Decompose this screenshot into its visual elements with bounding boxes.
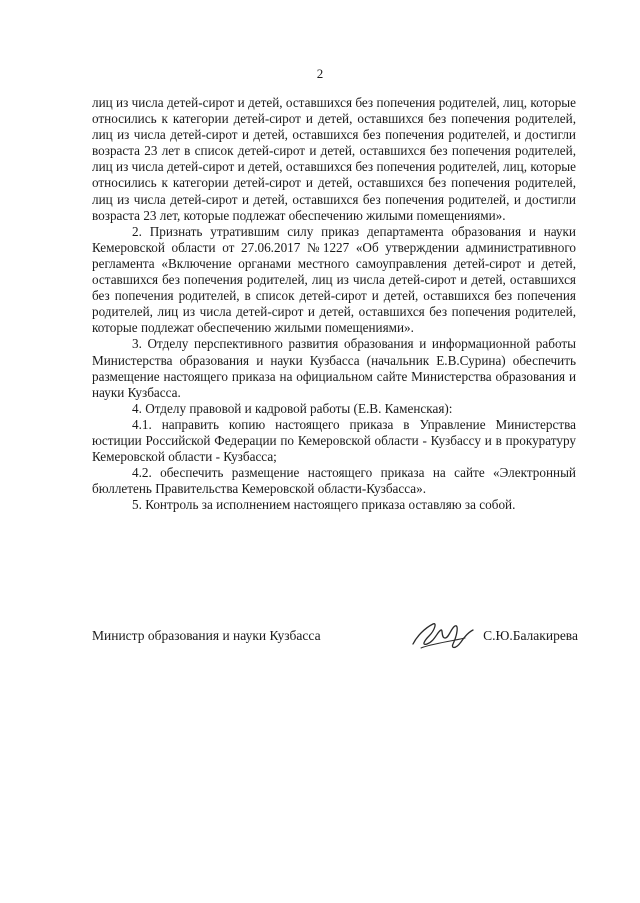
paragraph-item-4-1: 4.1. направить копию настоящего приказа в Управление Министерства юстиции Российской Федерации по Кемеровской области - Кузбассу и в прокуратуру Кемеровской области - Кузбасса; — [92, 416, 576, 465]
paragraph-item-2: 2. Признать утратившим силу приказ департамента образования и науки Кемеровской области от 27.06.2017 №1227 «Об утверждении административного регламента «Включение органами местного самоуправления детей-сирот и детей, оставшихся без попечения родителей, лиц из числа детей-сирот и детей, оставшихся без попечения родителей, в список детей-сирот и детей, оставшихся без попечения родителей, лиц из числа детей-сирот и детей, оставшихся без попечения родителей, которые подлежат обеспечению жилыми помещениями». — [92, 223, 576, 336]
signature-block — [92, 628, 578, 658]
paragraph-item-3: 3. Отделу перспективного развития образования и информационной работы Министерства образования и науки Кузбасса (начальник Е.В.Сурина) обеспечить размещение настоящего приказа на официальном сайте Министерства образования и науки Кузбасса. — [92, 336, 576, 400]
paragraph-item-5: 5. Контроль за исполнением настоящего приказа оставляю за собой. — [132, 497, 516, 513]
handwritten-signature-icon — [407, 614, 479, 656]
paragraph-item-4-2: 4.2. обеспечить размещение настоящего приказа на сайте «Электронный бюллетень Правительства Кемеровской области-Кузбасса». — [92, 465, 576, 497]
signatory-name: С.Ю.Балакирева — [483, 628, 578, 643]
page-number: 2 — [316, 66, 324, 81]
paragraph-continuation: лиц из числа детей-сирот и детей, оставшихся без попечения родителей, лиц, которые относились к категории детей-сирот и детей, оставшихся без попечения родителей, лиц из числа детей-сирот и детей, оставшихся без попечения родителей, и достигли возраста 23 лет в список детей-сирот и детей, оставшихся без попечения родителей, лиц из числа детей-сирот и детей, оставшихся без попечения родителей, лиц, которые относились к категории детей-сирот и детей, оставшихся без попечения родителей, лиц из числа детей-сирот и детей, оставшихся без попечения родителей, и достигли возраста 23 лет, которые подлежат обеспечению жилыми помещениями». — [92, 95, 576, 223]
paragraph-item-4: 4. Отделу правовой и кадровой работы (Е.В. Каменская): — [132, 400, 453, 416]
signatory-role: Министр образования и науки Кузбасса — [92, 628, 321, 643]
document-body — [92, 95, 576, 513]
